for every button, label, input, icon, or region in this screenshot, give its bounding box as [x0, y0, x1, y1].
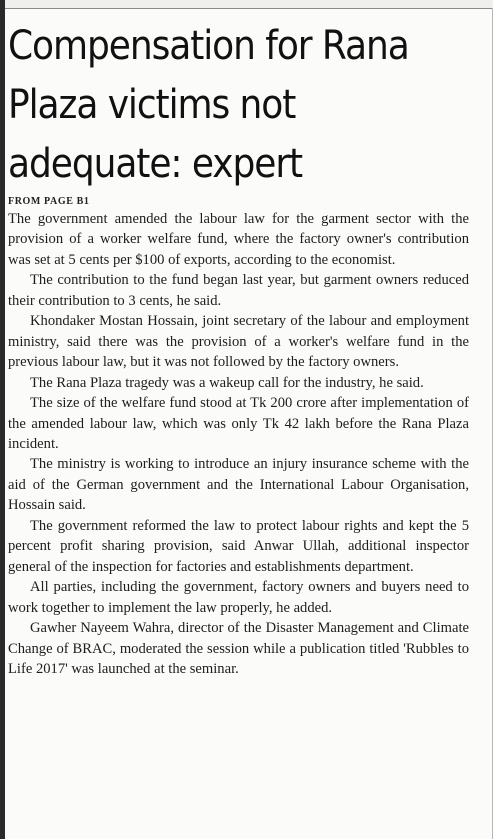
paragraph: All parties, including the government, factory owners and buyers need to work together to implement the law properly, he added.	[8, 579, 469, 616]
paragraph: The government reformed the law to protect labour rights and kept the 5 percent profit sharing provision, said Anwar Ullah, additional inspector general of the inspection for factories and establishments department.	[8, 517, 469, 575]
news-article	[8, 17, 469, 679]
paragraph: The contribution to the fund began last year, but garment owners reduced their contribution to 3 cents, he said.	[8, 272, 469, 309]
page-top-rule	[5, 0, 493, 9]
headline: Compensation for Rana Plaza victims not adequate: expert	[8, 23, 409, 187]
paragraph: The ministry is working to introduce an injury insurance scheme with the aid of the German government and the International Labour Organisation, Hossain said.	[8, 456, 469, 514]
article-body	[8, 209, 469, 679]
page-edge-rule	[0, 0, 5, 839]
paragraph: Khondaker Mostan Hossain, joint secretary of the labour and employment ministry, said there was the provision of a worker's welfare fund in the previous labour law, but it was not followed by the factory owners.	[8, 313, 469, 371]
paragraph: The government amended the labour law for the garment sector with the provision of a worker welfare fund, where the factory owner's contribution was set at 5 cents per $100 of exports, according to the economist.	[8, 211, 469, 268]
jump-line: FROM PAGE B1	[8, 196, 90, 207]
paragraph: The Rana Plaza tragedy was a wakeup call for the industry, he said.	[30, 374, 424, 391]
paragraph: The size of the welfare fund stood at Tk 200 crore after implementation of the amended labour law, which was only Tk 42 lakh before the Rana Plaza incident.	[8, 395, 469, 452]
paragraph: Gawher Nayeem Wahra, director of the Disaster Management and Climate Change of BRAC, moderated the session while a publication titled 'Rubbles to Life 2017' was launched at the seminar.	[8, 620, 469, 677]
